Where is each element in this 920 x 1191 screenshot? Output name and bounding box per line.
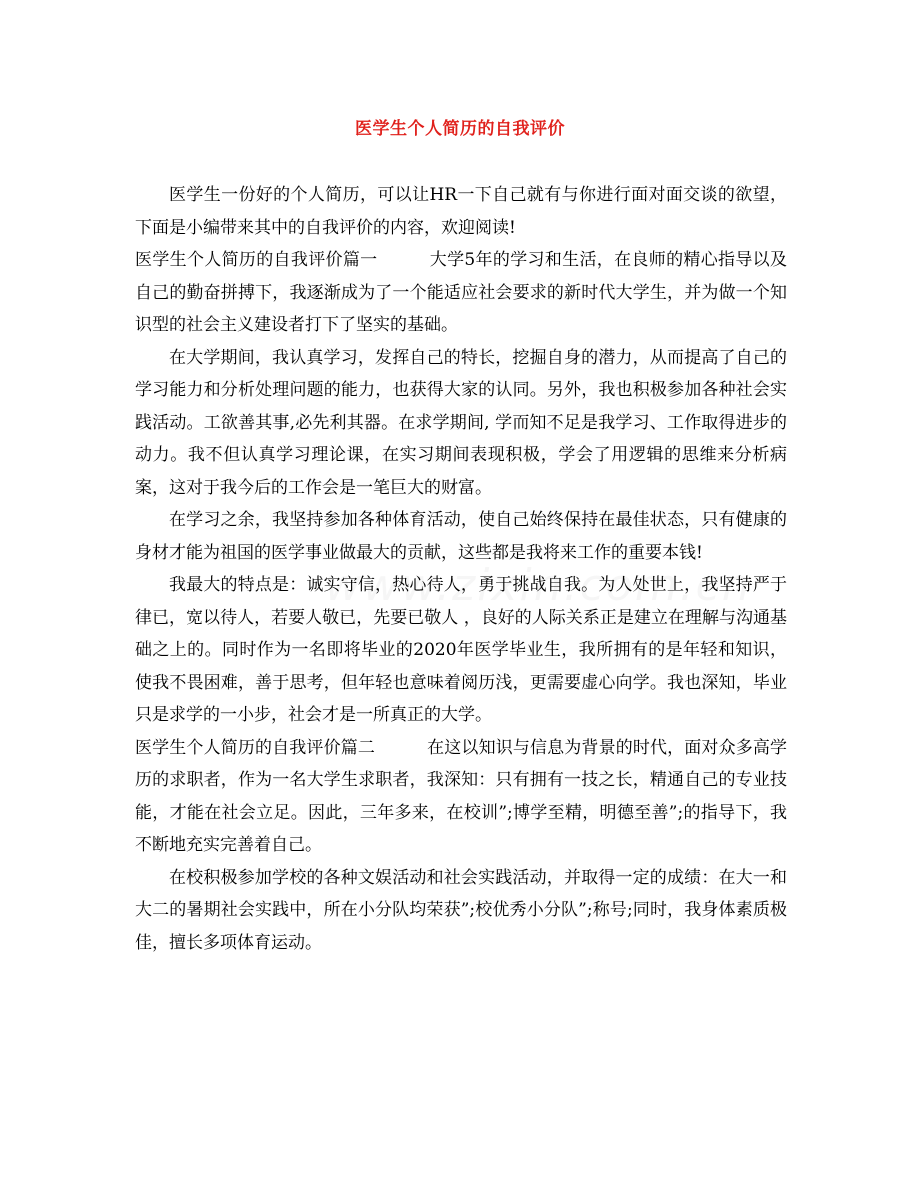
body-paragraph: 在校积极参加学校的各种文娱活动和社会实践活动，并取得一定的成绩：在大一和大二的暑期社会实践中，所在小分队均荣获”;校优秀小分队”;称号;同时，我身体素质极佳，擅长多项体育运动。 [135,867,787,953]
document-body [135,179,787,959]
body-paragraph: 在大学期间，我认真学习，发挥自己的特长，挖掘自身的潜力，从而提高了自己的学习能力和分析处理问题的能力，也获得大家的认同。另外，我也积极参加各种社会实践活动。工欲善其事,必先利其器。在求学期间, 学而知不足是我学习、工作取得进步的动力。我不但认真学习理论课，在实习期间表现积极，学会了用逻辑的思维来分析病案，这对于我今后的工作会是一笔巨大的财富。 [135,347,787,498]
body-paragraph: 我最大的特点是：诚实守信，热心待人，勇于挑战自我。为人处世上，我坚持严于律已，宽以待人，若要人敬已，先要已敬人 ，良好的人际关系正是建立在理解与沟通基础之上的。同时作为一名即将毕业的2020年医学毕业生，我所拥有的是年轻和知识，使我不畏困难，善于思考，但年轻也意味着阅历浅，更需要虚心向学。我也深知，毕业只是求学的一小步，社会才是一所真正的大学。 [135,575,787,725]
section-two-paragraph [135,732,787,862]
section-two-heading: 医学生个人简历的自我评价篇二 [135,737,375,758]
section-one-paragraph [135,244,787,342]
intro-paragraph: 医学生一份好的个人简历，可以让HR一下自己就有与你进行面对面交谈的欲望，下面是小编带来其中的自我评价的内容，欢迎阅读! [135,185,787,238]
section-one-text: 大学5年的学习和生活，在良师的精心指导以及自己的勤奋拼搏下，我逐渐成为了一个能适应社会要求的新时代大学生，并为做一个知识型的社会主义建设者打下了坚实的基础。 [135,250,787,335]
section-two-text: 在这以知识与信息为背景的时代，面对众多高学历的求职者，作为一名大学生求职者，我深知：只有拥有一技之长，精通自己的专业技能，才能在社会立足。因此，三年多来，在校训”;博学至精，明德至善”;的指导下，我不断地充实完善着自己。 [135,737,787,855]
body-paragraph: 在学习之余，我坚持参加各种体育活动，使自己始终保持在最佳状态，只有健康的身材才能为祖国的医学事业做最大的贡献，这些都是我将来工作的重要本钱! [135,510,787,563]
document-title: 医学生个人简历的自我评价 [355,119,565,139]
section-one-heading: 医学生个人简历的自我评价篇一 [135,250,378,270]
